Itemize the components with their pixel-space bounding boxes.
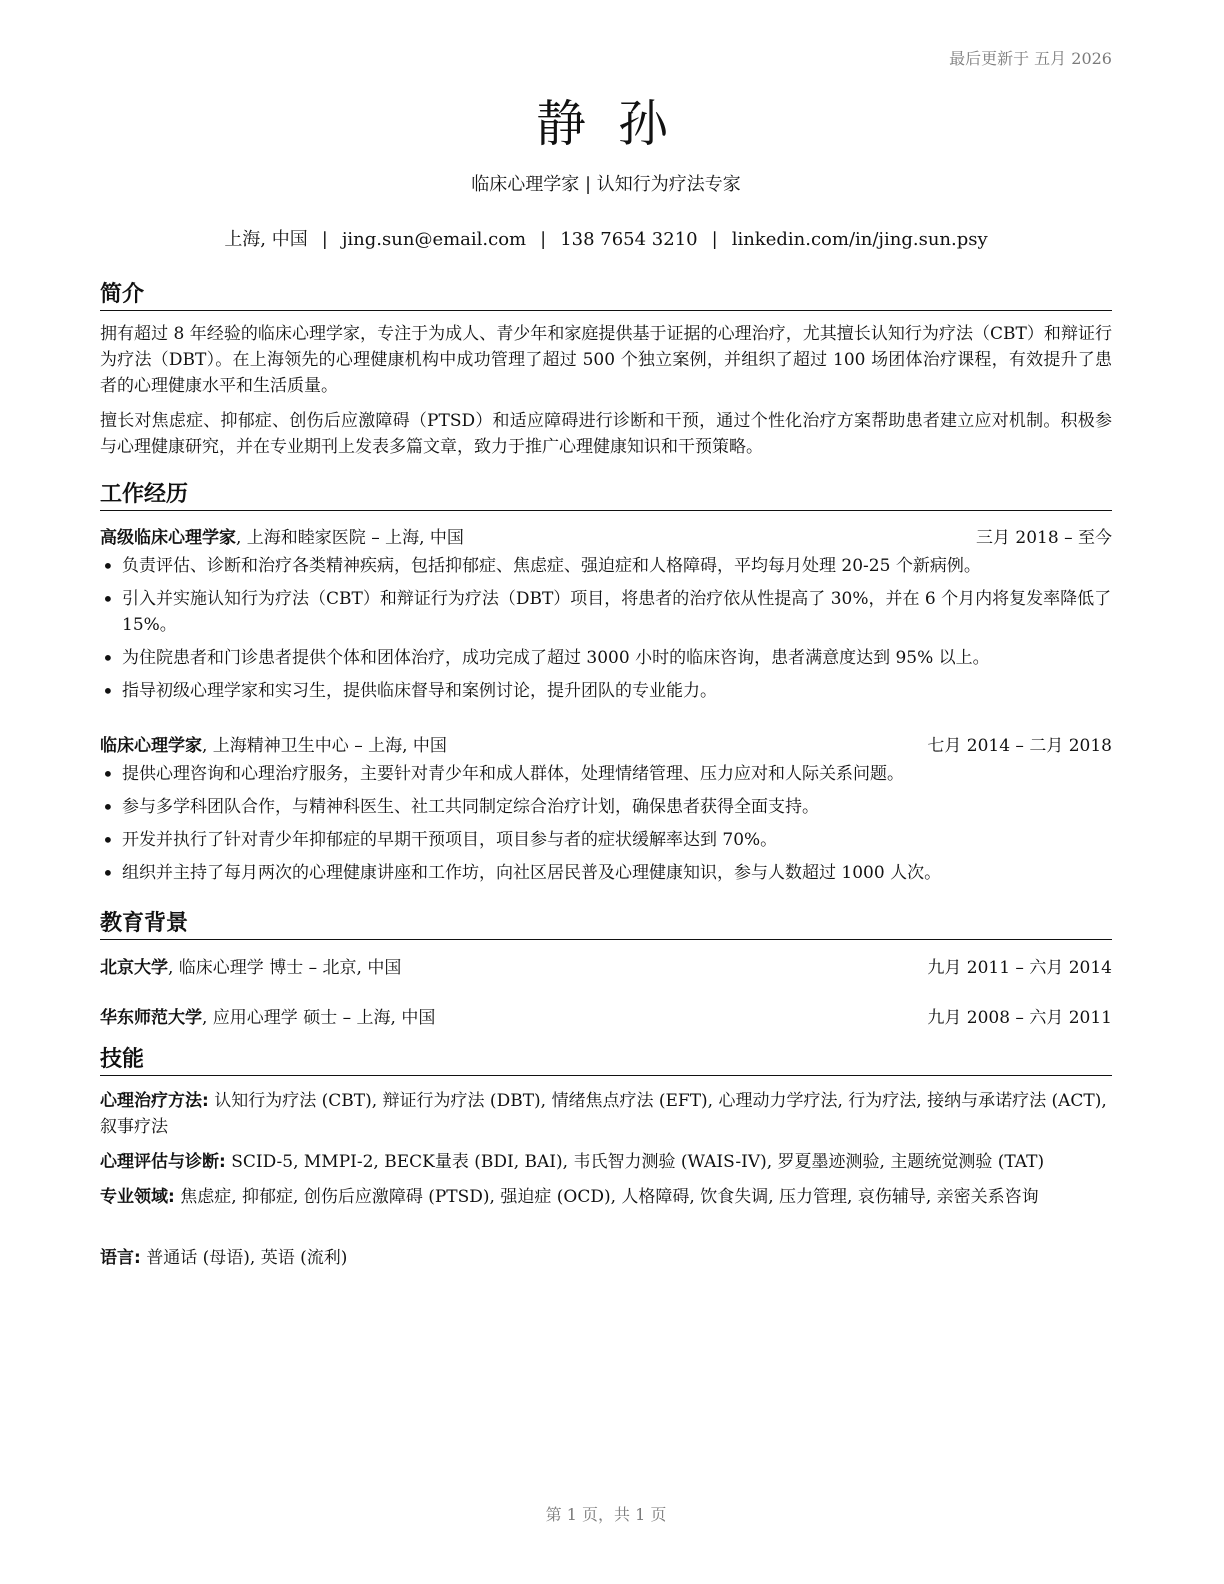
page-number: 第 1 页，共 1 页 bbox=[545, 1505, 667, 1524]
skill-value: SCID-5, MMPI-2, BECK量表 (BDI, BAI), 韦氏智力测验 (WAIS-IV), 罗夏墨迹测验, 主题统觉测验 (TAT) bbox=[225, 1152, 1045, 1172]
contact-separator: | bbox=[321, 229, 328, 250]
skill-value: 普通话 (母语), 英语 (流利) bbox=[140, 1248, 348, 1268]
skill-value: 认知行为疗法 (CBT), 辩证行为疗法 (DBT), 情绪焦点疗法 (EFT), 心理动力学疗法, 行为疗法, 接纳与承诺疗法 (ACT), 叙事疗法 bbox=[100, 1091, 1107, 1137]
list-item: • 组织并主持了每月两次的心理健康讲座和工作坊，向社区居民普及心理健康知识，参与人数超过 1000 人次。 bbox=[100, 860, 1112, 886]
job-place: , 上海和睦家医院 – 上海, 中国 bbox=[236, 528, 464, 548]
school-name: 北京大学 bbox=[100, 958, 168, 978]
skill-line bbox=[100, 1149, 1112, 1175]
contact-separator: | bbox=[711, 229, 718, 250]
headline: 临床心理学家 | 认知行为疗法专家 bbox=[471, 174, 741, 195]
skill-line bbox=[100, 1245, 1112, 1271]
job-place: , 上海精神卫生中心 – 上海, 中国 bbox=[202, 736, 447, 756]
section-title-skills: 技能 bbox=[100, 1042, 1112, 1076]
list-item: • 参与多学科团队合作，与精神科医生、社工共同制定综合治疗计划，确保患者获得全面支持。 bbox=[100, 794, 1112, 820]
skill-line bbox=[100, 1088, 1112, 1140]
contact-phone[interactable]: 138 7654 3210 bbox=[560, 229, 698, 250]
contact-line bbox=[100, 225, 1112, 251]
skill-value: 焦虑症, 抑郁症, 创伤后应激障碍 (PTSD), 强迫症 (OCD), 人格障碍, 饮食失调, 压力管理, 哀伤辅导, 亲密关系咨询 bbox=[174, 1187, 1039, 1207]
list-item: • 提供心理咨询和心理治疗服务，主要针对青少年和成人群体，处理情绪管理、压力应对和人际关系问题。 bbox=[100, 761, 1112, 787]
school-name: 华东师范大学 bbox=[100, 1008, 202, 1028]
job-header bbox=[100, 731, 1112, 756]
contact-location: 上海, 中国 bbox=[224, 229, 308, 250]
summary-paragraph: 拥有超过 8 年经验的临床心理学家，专注于为成人、青少年和家庭提供基于证据的心理治疗，尤其擅长认知行为疗法（CBT）和辩证行为疗法（DBT）。在上海领先的心理健康机构中成功管理了超过 500 个独立案例，并组织了超过 100 场团体治疗课程，有效提升了患者的心理健康水平和生活质量。 bbox=[100, 324, 1112, 396]
summary-paragraph: 擅长对焦虑症、抑郁症、创伤后应激障碍（PTSD）和适应障碍进行诊断和干预，通过个性化治疗方案帮助患者建立应对机制。积极参与心理健康研究，并在专业期刊上发表多篇文章，致力于推广心理健康知识和干预策略。 bbox=[100, 411, 1112, 457]
last-updated: 最后更新于 五月 2026 bbox=[949, 49, 1112, 68]
section-title-summary: 简介 bbox=[100, 277, 1112, 311]
education-entry bbox=[100, 953, 1112, 978]
skill-line bbox=[100, 1184, 1112, 1210]
job-role: 高级临床心理学家 bbox=[100, 528, 236, 548]
contact-email[interactable]: jing.sun@email.com bbox=[341, 229, 527, 250]
skill-label: 心理治疗方法: bbox=[100, 1091, 209, 1111]
skill-label: 语言: bbox=[100, 1248, 141, 1268]
education-dates: 九月 2008 – 六月 2011 bbox=[927, 1008, 1112, 1028]
resume-page bbox=[100, 0, 1112, 1584]
contact-linkedin[interactable]: linkedin.com/in/jing.sun.psy bbox=[731, 229, 988, 250]
skill-label: 专业领域: bbox=[100, 1187, 175, 1207]
section-title-experience: 工作经历 bbox=[100, 477, 1112, 511]
list-item: • 引入并实施认知行为疗法（CBT）和辩证行为疗法（DBT）项目，将患者的治疗依从性提高了 30%，并在 6 个月内将复发率降低了 15%。 bbox=[100, 586, 1112, 638]
job-bullets bbox=[100, 761, 1112, 893]
contact-separator: | bbox=[540, 229, 547, 250]
list-item: • 负责评估、诊断和治疗各类精神疾病，包括抑郁症、焦虑症、强迫症和人格障碍，平均每月处理 20-25 个新病例。 bbox=[100, 553, 1112, 579]
job-dates: 三月 2018 – 至今 bbox=[976, 528, 1112, 548]
list-item: • 为住院患者和门诊患者提供个体和团体治疗，成功完成了超过 3000 小时的临床咨询，患者满意度达到 95% 以上。 bbox=[100, 645, 1112, 671]
job-role: 临床心理学家 bbox=[100, 736, 202, 756]
education-dates: 九月 2011 – 六月 2014 bbox=[927, 958, 1112, 978]
person-name: 静 孙 bbox=[536, 95, 676, 153]
education-entry bbox=[100, 1003, 1112, 1028]
degree-detail: , 临床心理学 博士 – 北京, 中国 bbox=[168, 958, 402, 978]
job-bullets bbox=[100, 553, 1112, 711]
skill-label: 心理评估与诊断: bbox=[100, 1152, 226, 1172]
job-dates: 七月 2014 – 二月 2018 bbox=[927, 736, 1112, 756]
section-title-education: 教育背景 bbox=[100, 906, 1112, 940]
list-item: • 开发并执行了针对青少年抑郁症的早期干预项目，项目参与者的症状缓解率达到 70%。 bbox=[100, 827, 1112, 853]
job-header bbox=[100, 523, 1112, 548]
degree-detail: , 应用心理学 硕士 – 上海, 中国 bbox=[202, 1008, 436, 1028]
list-item: • 指导初级心理学家和实习生，提供临床督导和案例讨论，提升团队的专业能力。 bbox=[100, 678, 1112, 704]
